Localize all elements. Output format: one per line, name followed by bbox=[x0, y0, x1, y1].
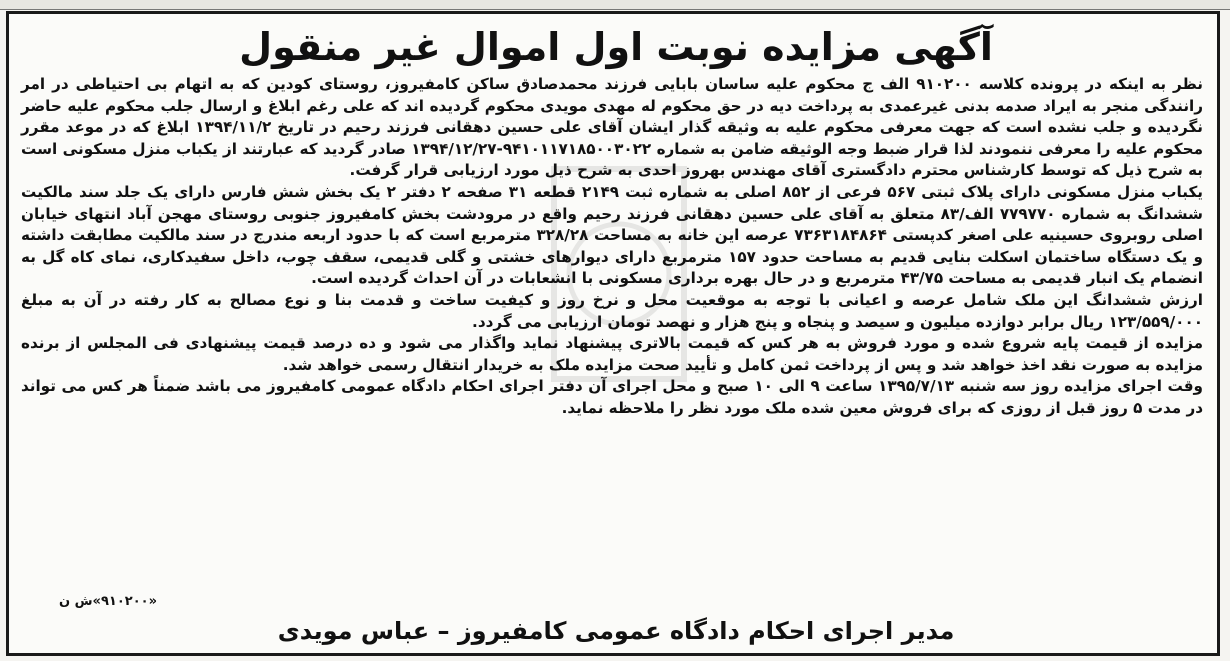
signature-line: مدیر اجرای احکام دادگاه عمومی کامفیروز – عباس مویدی bbox=[277, 617, 955, 645]
notice-title: آگهی مزایده نوبت اول اموال غیر منقول bbox=[239, 25, 993, 69]
paragraph-auction-time: وقت اجرای مزایده روز سه شنبه ۱۳۹۵/۷/۱۳ ساعت ۹ الی ۱۰ صبح و محل اجرای آن دفتر اجرای احکام دادگاه عمومی کامفیروز می باشد ضمناً هر کس می تواند در مدت ۵ روز قبل از روزی که برای فروش معین شده ملک مورد نظر را ملاحظه نماید. bbox=[21, 377, 1203, 417]
paragraph-property-description: یکباب منزل مسکونی دارای پلاک ثبتی ۵۶۷ فرعی از ۸۵۲ اصلی به شماره ثبت ۲۱۴۹ قطعه ۳۱ صفحه ۲ دفتر ۲ یک بخش شش فارس دارای یک جلد سند مالکیت ششدانگ به شماره ۷۷۹۷۷۰ الف/۸۳ متعلق به آقای علی حسین دهقانی فرزند رحیم واقع در مرودشت بخش کامفیروز جنوبی روستای مهجن آباد انتهای خیابان اصلی روبروی حسینیه علی اصغر کدپستی ۷۳۶۳۱۸۴۸۶۴ عرصه این خانه به مساحت ۳۲۸/۲۸ مترمربع است که با حدود اربعه مندرج در سند مالکیت مطابقت داشته و یک دستگاه ساختمان اسکلت بنایی قدیم به مساحت حدود ۱۵۷ مترمربع دارای دیوارهای خشتی و گلی قدیمی، سقف چوب، داخل سفیدکاری، نمای کاه گل به انضمام یک انبار قدیمی به مساحت ۴۳/۷۵ مترمربع و در حال بهره برداری مسکونی با انشعابات در آن احداث گردیده است. bbox=[21, 182, 1203, 288]
paragraph-valuation: ارزش ششدانگ این ملک شامل عرصه و اعیانی با توجه به موقعیت محل و نرخ روز و کیفیت ساخت و قدمت بنا و نوع مصالح به کار رفته در آن به مبلغ ۱۲۳/۵۵۹/۰۰۰ ریال برابر دوازده میلیون و سیصد و پنجاه و پنج هزار و نهصد تومان ارزیابی می گردد. bbox=[21, 290, 1203, 331]
adjacent-clipping-edge bbox=[0, 0, 1230, 10]
notice-body bbox=[21, 74, 1203, 420]
paragraph-auction-terms: مزایده از قیمت پایه شروع شده و مورد فروش به هر کس که قیمت بالاتری پیشنهاد نماید واگذار می شود و ده درصد قیمت پیشنهادی فی المجلس از برنده مزایده به صورت نقد اخذ خواهد شد و پس از پرداخت ثمن کامل و تأیید صحت مزایده ملک به خریدار انتقال رسمی خواهد شد. bbox=[21, 334, 1203, 374]
paragraph-case-background: نظر به اینکه در پرونده کلاسه ۹۱۰۲۰۰ الف ج محکوم علیه ساسان بابایی فرزند محمدصادق ساکن کامفیروز، روستای کودین که به اتهام بی احتیاطی در امر رانندگی منجر به ایراد صدمه بدنی غیرعمدی به پرداخت دیه در حق محکوم له مهدی مویدی محکوم گردیده اند که علی رغم ابلاغ و ارسال جلب محکوم علیه حاضر نگردیده و جلب نشده است که جهت معرفی محکوم علیه به وثیقه گذار ایشان آقای علی حسین دهقانی فرزند رحیم در تاریخ ۱۳۹۴/۱۱/۲ ابلاغ که در موعد مقرر محکوم علیه را معرفی ننمودند لذا قرار ضبط وجه الوثیقه ضامن به شماره ۹۴۱۰۱۱۷۱۸۵۰۰۳۰۲۲-۱۳۹۴/۱۲/۲۷ صادر گردید که عبارتند از یکباب منزل مسکونی است به شرح ذیل که توسط کارشناس محترم دادگستری آقای مهندس بهروز احدی به شرح ذیل مورد ارزیابی قرار گرفت. bbox=[21, 75, 1204, 180]
reference-number: «۹۱۰۲۰۰»ش ن bbox=[59, 594, 157, 609]
notice-frame bbox=[6, 11, 1220, 656]
